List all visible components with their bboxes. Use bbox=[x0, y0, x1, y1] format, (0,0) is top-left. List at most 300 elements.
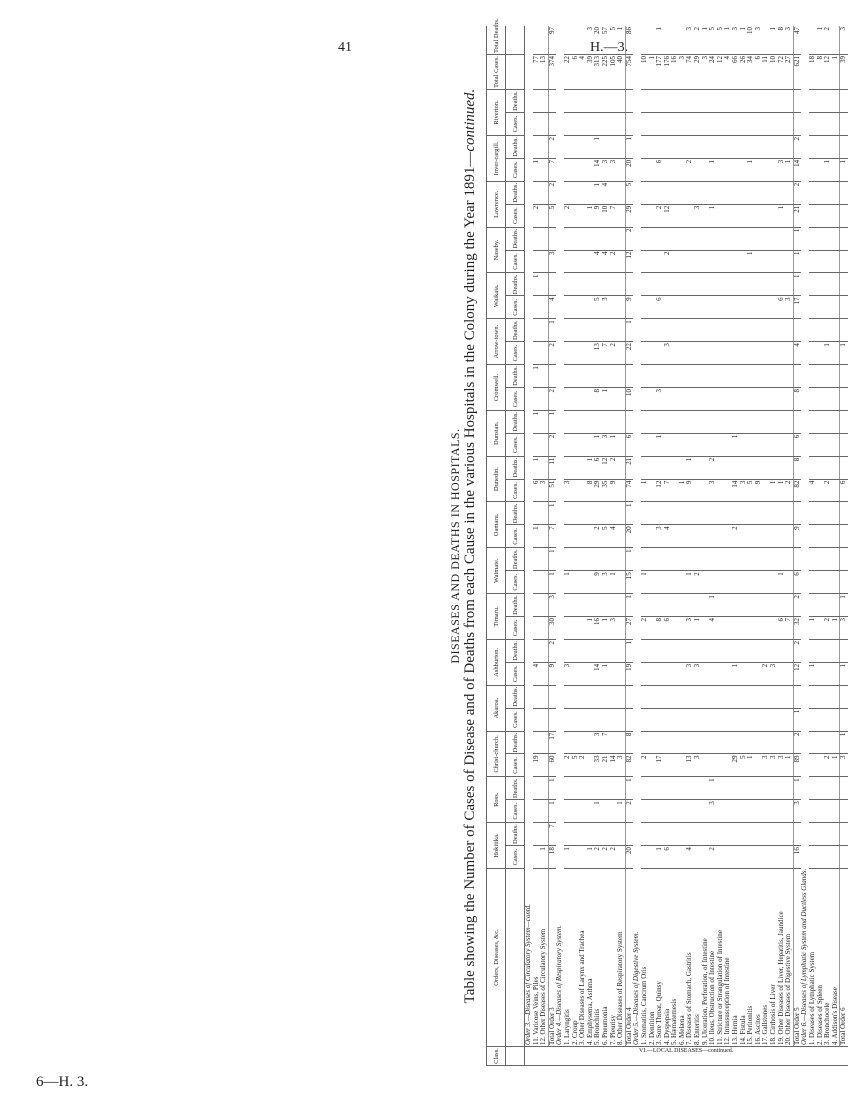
cases-cell bbox=[732, 204, 740, 227]
table-row bbox=[649, 26, 657, 1066]
cases-cell bbox=[778, 250, 786, 273]
cases-cell bbox=[572, 846, 580, 869]
deaths-cell bbox=[664, 502, 672, 525]
cases-cell bbox=[709, 113, 717, 136]
disease-name: 4. Addison's Disease bbox=[832, 869, 840, 1047]
cases-cell bbox=[617, 708, 625, 731]
deaths-cell bbox=[587, 365, 595, 388]
deaths-cell bbox=[540, 685, 548, 708]
deaths-cell bbox=[732, 227, 740, 250]
deaths-cell bbox=[671, 365, 679, 388]
cases-cell: 2 bbox=[785, 479, 793, 502]
deaths-cell bbox=[579, 136, 587, 159]
deaths-cell bbox=[564, 456, 572, 479]
cases-cell bbox=[671, 204, 679, 227]
cases-cell bbox=[717, 617, 725, 640]
cases-cell: 5 bbox=[594, 296, 602, 319]
deaths-cell bbox=[740, 273, 748, 296]
cases-cell: 7 bbox=[548, 158, 556, 181]
deaths-cell bbox=[617, 731, 625, 754]
deaths-cell: 17 bbox=[548, 731, 556, 754]
cases-cell bbox=[686, 387, 694, 410]
cases-cell bbox=[778, 800, 786, 823]
deaths-cell bbox=[724, 227, 732, 250]
cases-cell bbox=[694, 846, 702, 869]
cases-cell bbox=[809, 204, 817, 227]
deaths-cell bbox=[747, 594, 755, 617]
cases-cell bbox=[671, 525, 679, 548]
cases-cell bbox=[755, 525, 763, 548]
cases-cell bbox=[709, 387, 717, 410]
cases-cell bbox=[664, 433, 672, 456]
cases-cell bbox=[533, 433, 541, 456]
total-deaths-cell bbox=[649, 26, 657, 55]
deaths-cell bbox=[579, 90, 587, 113]
deaths-cell bbox=[679, 502, 687, 525]
deaths-cell bbox=[587, 319, 595, 342]
cases-cell: 1 bbox=[824, 158, 832, 181]
cases-cell bbox=[724, 342, 732, 365]
cases-cell: 3 bbox=[610, 617, 618, 640]
deaths-cell bbox=[587, 639, 595, 662]
deaths-cell bbox=[840, 273, 848, 296]
cases-cell bbox=[770, 387, 778, 410]
deaths-cell: 1 bbox=[625, 639, 633, 662]
deaths-cell bbox=[594, 548, 602, 571]
deaths-cell bbox=[641, 410, 649, 433]
deaths-cell: 7 bbox=[548, 823, 556, 846]
deaths-cell bbox=[686, 685, 694, 708]
cases-cell: 1 bbox=[809, 662, 817, 685]
deaths-cell bbox=[594, 639, 602, 662]
deaths-cell bbox=[602, 365, 610, 388]
cases-cell: 17 bbox=[656, 754, 664, 777]
table-row bbox=[533, 26, 541, 1066]
cases-cell bbox=[533, 800, 541, 823]
cases-cell: 1 bbox=[610, 571, 618, 594]
deaths-cell bbox=[679, 823, 687, 846]
deaths-cell bbox=[755, 777, 763, 800]
cases-cell bbox=[664, 662, 672, 685]
cases-cell: 2 bbox=[824, 754, 832, 777]
cases-cell: 1 bbox=[778, 571, 786, 594]
deaths-cell bbox=[702, 548, 710, 571]
deaths-cell bbox=[724, 639, 732, 662]
disease-name: 4. Emphysema, Asthma bbox=[587, 869, 595, 1047]
deaths-cell bbox=[664, 456, 672, 479]
deaths-cell bbox=[724, 319, 732, 342]
cases-cell: 2 bbox=[564, 754, 572, 777]
deaths-cell bbox=[533, 136, 541, 159]
deaths-cell bbox=[709, 639, 717, 662]
deaths-cell bbox=[656, 90, 664, 113]
cases-cell: 14 bbox=[732, 479, 740, 502]
deaths-cell bbox=[740, 319, 748, 342]
cases-cell bbox=[778, 846, 786, 869]
deaths-cell bbox=[770, 136, 778, 159]
deaths-cell bbox=[641, 594, 649, 617]
cases-cell bbox=[617, 296, 625, 319]
deaths-cell bbox=[548, 227, 556, 250]
deaths-cell bbox=[817, 777, 825, 800]
deaths-cell bbox=[656, 777, 664, 800]
total-deaths-cell: 1 bbox=[770, 26, 778, 55]
header-hospital: Waikaia. bbox=[487, 273, 506, 319]
cases-cell: 1 bbox=[587, 204, 595, 227]
deaths-cell bbox=[747, 639, 755, 662]
deaths-cell bbox=[809, 365, 817, 388]
deaths-cell bbox=[709, 273, 717, 296]
table-row bbox=[770, 26, 778, 1066]
cases-cell bbox=[762, 296, 770, 319]
cases-cell: 17 bbox=[793, 296, 801, 319]
subheader-cases: Cases. bbox=[506, 617, 525, 640]
cases-cell: 3 bbox=[793, 800, 801, 823]
deaths-cell bbox=[770, 90, 778, 113]
subheader-cases: Cases. bbox=[506, 800, 525, 823]
cases-cell bbox=[533, 342, 541, 365]
header-hospital: Christ-church. bbox=[487, 731, 506, 777]
deaths-cell: 1 bbox=[793, 273, 801, 296]
deaths-cell bbox=[732, 548, 740, 571]
deaths-cell bbox=[579, 594, 587, 617]
subheader-deaths: Deaths. bbox=[506, 639, 525, 662]
cases-cell: 3 bbox=[770, 754, 778, 777]
deaths-cell bbox=[671, 181, 679, 204]
cases-cell: 9 bbox=[625, 296, 633, 319]
deaths-cell bbox=[602, 502, 610, 525]
deaths-cell bbox=[686, 548, 694, 571]
deaths-cell bbox=[649, 410, 657, 433]
cases-cell bbox=[809, 158, 817, 181]
deaths-cell bbox=[671, 777, 679, 800]
cases-cell bbox=[809, 571, 817, 594]
deaths-cell bbox=[617, 456, 625, 479]
table-row bbox=[778, 26, 786, 1066]
deaths-cell bbox=[649, 365, 657, 388]
deaths-cell bbox=[641, 181, 649, 204]
deaths-cell bbox=[686, 136, 694, 159]
deaths-cell bbox=[770, 456, 778, 479]
deaths-cell bbox=[610, 548, 618, 571]
deaths-cell bbox=[679, 90, 687, 113]
cases-cell: 1 bbox=[824, 342, 832, 365]
total-deaths-cell: 1 bbox=[724, 26, 732, 55]
total-deaths-cell: 2 bbox=[694, 26, 702, 55]
deaths-cell bbox=[564, 777, 572, 800]
deaths-cell bbox=[755, 136, 763, 159]
deaths-cell bbox=[649, 594, 657, 617]
total-cases-cell: 621 bbox=[793, 55, 801, 90]
cases-cell: 1 bbox=[602, 662, 610, 685]
cases-cell: 20 bbox=[625, 158, 633, 181]
total-cases-cell: 18 bbox=[809, 55, 817, 90]
cases-cell: 1 bbox=[770, 479, 778, 502]
deaths-cell bbox=[832, 823, 840, 846]
total-cases-cell: 39 bbox=[587, 55, 595, 90]
deaths-cell bbox=[747, 685, 755, 708]
deaths-cell bbox=[717, 456, 725, 479]
table-row bbox=[717, 26, 725, 1066]
deaths-cell bbox=[778, 319, 786, 342]
cases-cell bbox=[717, 571, 725, 594]
cases-cell: 1 bbox=[679, 479, 687, 502]
cases-cell: 6 bbox=[533, 479, 541, 502]
subheader-cases: Cases. bbox=[506, 433, 525, 456]
total-cases-cell: 3 bbox=[679, 55, 687, 90]
disease-name: 14. Fistula bbox=[740, 869, 748, 1047]
cases-cell bbox=[740, 342, 748, 365]
deaths-cell bbox=[740, 227, 748, 250]
table-row bbox=[817, 26, 825, 1066]
deaths-cell bbox=[587, 685, 595, 708]
table-row bbox=[732, 26, 740, 1066]
deaths-cell bbox=[840, 136, 848, 159]
cases-cell bbox=[793, 113, 801, 136]
deaths-cell bbox=[793, 823, 801, 846]
subheader-deaths: Deaths. bbox=[506, 456, 525, 479]
deaths-cell bbox=[755, 502, 763, 525]
subheader-blank bbox=[506, 869, 525, 1047]
deaths-cell bbox=[602, 136, 610, 159]
deaths-cell bbox=[594, 685, 602, 708]
cases-cell: 4 bbox=[533, 662, 541, 685]
cases-cell bbox=[840, 296, 848, 319]
deaths-cell bbox=[533, 319, 541, 342]
cases-cell bbox=[817, 708, 825, 731]
cases-cell bbox=[832, 204, 840, 227]
deaths-cell bbox=[641, 273, 649, 296]
disease-name: 8. Other Diseases of Respiratory System bbox=[617, 869, 625, 1047]
deaths-cell bbox=[564, 410, 572, 433]
deaths-cell bbox=[641, 365, 649, 388]
cases-cell: 5 bbox=[548, 204, 556, 227]
deaths-cell bbox=[832, 319, 840, 342]
cases-cell: 89 bbox=[793, 754, 801, 777]
deaths-cell bbox=[747, 410, 755, 433]
subheader-deaths: Deaths. bbox=[506, 685, 525, 708]
cases-cell: 1 bbox=[840, 158, 848, 181]
subheader-deaths: Deaths. bbox=[506, 502, 525, 525]
cases-cell bbox=[840, 571, 848, 594]
cases-cell: 2 bbox=[641, 754, 649, 777]
deaths-cell bbox=[817, 639, 825, 662]
deaths-cell: 1 bbox=[709, 594, 717, 617]
total-cases-cell: 39 bbox=[840, 55, 848, 90]
cases-cell: 9 bbox=[793, 525, 801, 548]
deaths-cell bbox=[649, 319, 657, 342]
cases-cell bbox=[717, 800, 725, 823]
deaths-cell bbox=[617, 136, 625, 159]
cases-cell bbox=[671, 846, 679, 869]
cases-cell: 1 bbox=[785, 754, 793, 777]
cases-cell bbox=[817, 113, 825, 136]
cases-cell bbox=[717, 479, 725, 502]
cases-cell: 3 bbox=[709, 800, 717, 823]
deaths-cell bbox=[579, 731, 587, 754]
disease-name: Total Order 4 bbox=[625, 869, 633, 1047]
cases-cell bbox=[572, 158, 580, 181]
deaths-cell bbox=[671, 319, 679, 342]
cases-cell bbox=[770, 800, 778, 823]
deaths-cell bbox=[709, 319, 717, 342]
cases-cell bbox=[664, 800, 672, 823]
table-row bbox=[664, 26, 672, 1066]
cases-cell: 2 bbox=[579, 754, 587, 777]
table-row bbox=[809, 26, 817, 1066]
deaths-cell bbox=[664, 227, 672, 250]
deaths-cell bbox=[564, 731, 572, 754]
total-cases-cell: 77 bbox=[533, 55, 541, 90]
deaths-cell bbox=[809, 273, 817, 296]
cases-cell: 1 bbox=[641, 571, 649, 594]
cases-cell bbox=[617, 113, 625, 136]
cases-cell bbox=[641, 662, 649, 685]
subheader-row bbox=[506, 26, 525, 1066]
cases-cell bbox=[840, 708, 848, 731]
deaths-cell bbox=[762, 136, 770, 159]
cases-cell bbox=[824, 113, 832, 136]
deaths-cell bbox=[709, 685, 717, 708]
deaths-cell bbox=[579, 227, 587, 250]
cases-cell: 3 bbox=[840, 617, 848, 640]
deaths-cell bbox=[671, 594, 679, 617]
deaths-cell bbox=[694, 319, 702, 342]
cases-cell bbox=[840, 846, 848, 869]
deaths-cell bbox=[717, 594, 725, 617]
deaths-cell bbox=[564, 136, 572, 159]
cases-cell bbox=[755, 800, 763, 823]
cases-cell bbox=[641, 387, 649, 410]
deaths-cell bbox=[649, 227, 657, 250]
cases-cell: 4 bbox=[709, 617, 717, 640]
deaths-cell bbox=[809, 410, 817, 433]
cases-cell bbox=[770, 113, 778, 136]
deaths-cell bbox=[602, 227, 610, 250]
cases-cell bbox=[770, 433, 778, 456]
cases-cell bbox=[778, 342, 786, 365]
table-row bbox=[579, 26, 587, 1066]
deaths-cell: 1 bbox=[625, 777, 633, 800]
deaths-cell bbox=[594, 365, 602, 388]
cases-cell bbox=[732, 708, 740, 731]
deaths-cell bbox=[762, 548, 770, 571]
cases-cell bbox=[709, 708, 717, 731]
deaths-cell bbox=[671, 823, 679, 846]
cases-cell bbox=[724, 617, 732, 640]
deaths-cell bbox=[694, 594, 702, 617]
deaths-cell bbox=[625, 823, 633, 846]
table-row bbox=[824, 26, 832, 1066]
deaths-cell bbox=[740, 410, 748, 433]
deaths-cell bbox=[732, 319, 740, 342]
deaths-cell bbox=[649, 639, 657, 662]
cases-cell bbox=[732, 250, 740, 273]
cases-cell: 2 bbox=[656, 204, 664, 227]
total-cases-cell: 27 bbox=[785, 55, 793, 90]
cases-cell: 9 bbox=[594, 204, 602, 227]
cases-cell bbox=[572, 525, 580, 548]
deaths-cell bbox=[664, 685, 672, 708]
deaths-cell bbox=[747, 456, 755, 479]
deaths-cell bbox=[664, 594, 672, 617]
deaths-cell: 2 bbox=[793, 731, 801, 754]
cases-cell: 8 bbox=[587, 479, 595, 502]
deaths-cell bbox=[740, 731, 748, 754]
table-row bbox=[686, 26, 694, 1066]
cases-cell bbox=[671, 708, 679, 731]
total-deaths-cell bbox=[533, 26, 541, 55]
cases-cell bbox=[572, 342, 580, 365]
deaths-cell bbox=[840, 823, 848, 846]
cases-cell bbox=[533, 296, 541, 319]
class-cell: VI.—LOCAL DISEASES—continued. bbox=[525, 1047, 848, 1066]
cases-cell: 6 bbox=[778, 296, 786, 319]
deaths-cell bbox=[770, 273, 778, 296]
deaths-cell: 12 bbox=[602, 456, 610, 479]
disease-name: 5. Hæmatemesis bbox=[671, 869, 679, 1047]
deaths-cell bbox=[572, 136, 580, 159]
deaths-cell bbox=[770, 548, 778, 571]
cases-cell: 82 bbox=[793, 479, 801, 502]
cases-cell bbox=[709, 296, 717, 319]
total-deaths-cell bbox=[664, 26, 672, 55]
cases-cell bbox=[702, 113, 710, 136]
deaths-cell bbox=[740, 502, 748, 525]
deaths-cell bbox=[679, 594, 687, 617]
deaths-cell bbox=[770, 181, 778, 204]
table-row bbox=[702, 26, 710, 1066]
deaths-cell bbox=[649, 90, 657, 113]
deaths-cell bbox=[809, 319, 817, 342]
cases-cell bbox=[709, 525, 717, 548]
cases-cell bbox=[656, 113, 664, 136]
deaths-cell bbox=[533, 90, 541, 113]
page-footer: 6—H. 3. bbox=[36, 1074, 89, 1090]
deaths-cell bbox=[641, 777, 649, 800]
deaths-cell bbox=[694, 502, 702, 525]
deaths-cell bbox=[747, 181, 755, 204]
cases-cell bbox=[824, 387, 832, 410]
deaths-cell bbox=[641, 136, 649, 159]
deaths-cell: 1 bbox=[625, 502, 633, 525]
section-code: H.—3. bbox=[590, 40, 629, 55]
cases-cell bbox=[809, 754, 817, 777]
deaths-cell bbox=[656, 456, 664, 479]
cases-cell bbox=[617, 525, 625, 548]
cases-cell bbox=[824, 800, 832, 823]
table-row bbox=[540, 26, 548, 1066]
total-deaths-cell bbox=[809, 26, 817, 55]
cases-cell bbox=[641, 250, 649, 273]
deaths-cell bbox=[587, 273, 595, 296]
cases-cell bbox=[755, 158, 763, 181]
total-cases-cell: 12 bbox=[717, 55, 725, 90]
cases-cell bbox=[610, 296, 618, 319]
deaths-cell bbox=[686, 639, 694, 662]
cases-cell: 6 bbox=[664, 846, 672, 869]
disease-table bbox=[486, 18, 848, 1066]
cases-cell: 4 bbox=[548, 296, 556, 319]
cases-cell: 1 bbox=[533, 158, 541, 181]
total-cases-cell: 225 bbox=[602, 55, 610, 90]
cases-cell: 4 bbox=[610, 525, 618, 548]
deaths-cell: 4 bbox=[602, 181, 610, 204]
cases-cell bbox=[617, 250, 625, 273]
deaths-cell bbox=[824, 456, 832, 479]
deaths-cell bbox=[625, 90, 633, 113]
cases-cell bbox=[664, 113, 672, 136]
